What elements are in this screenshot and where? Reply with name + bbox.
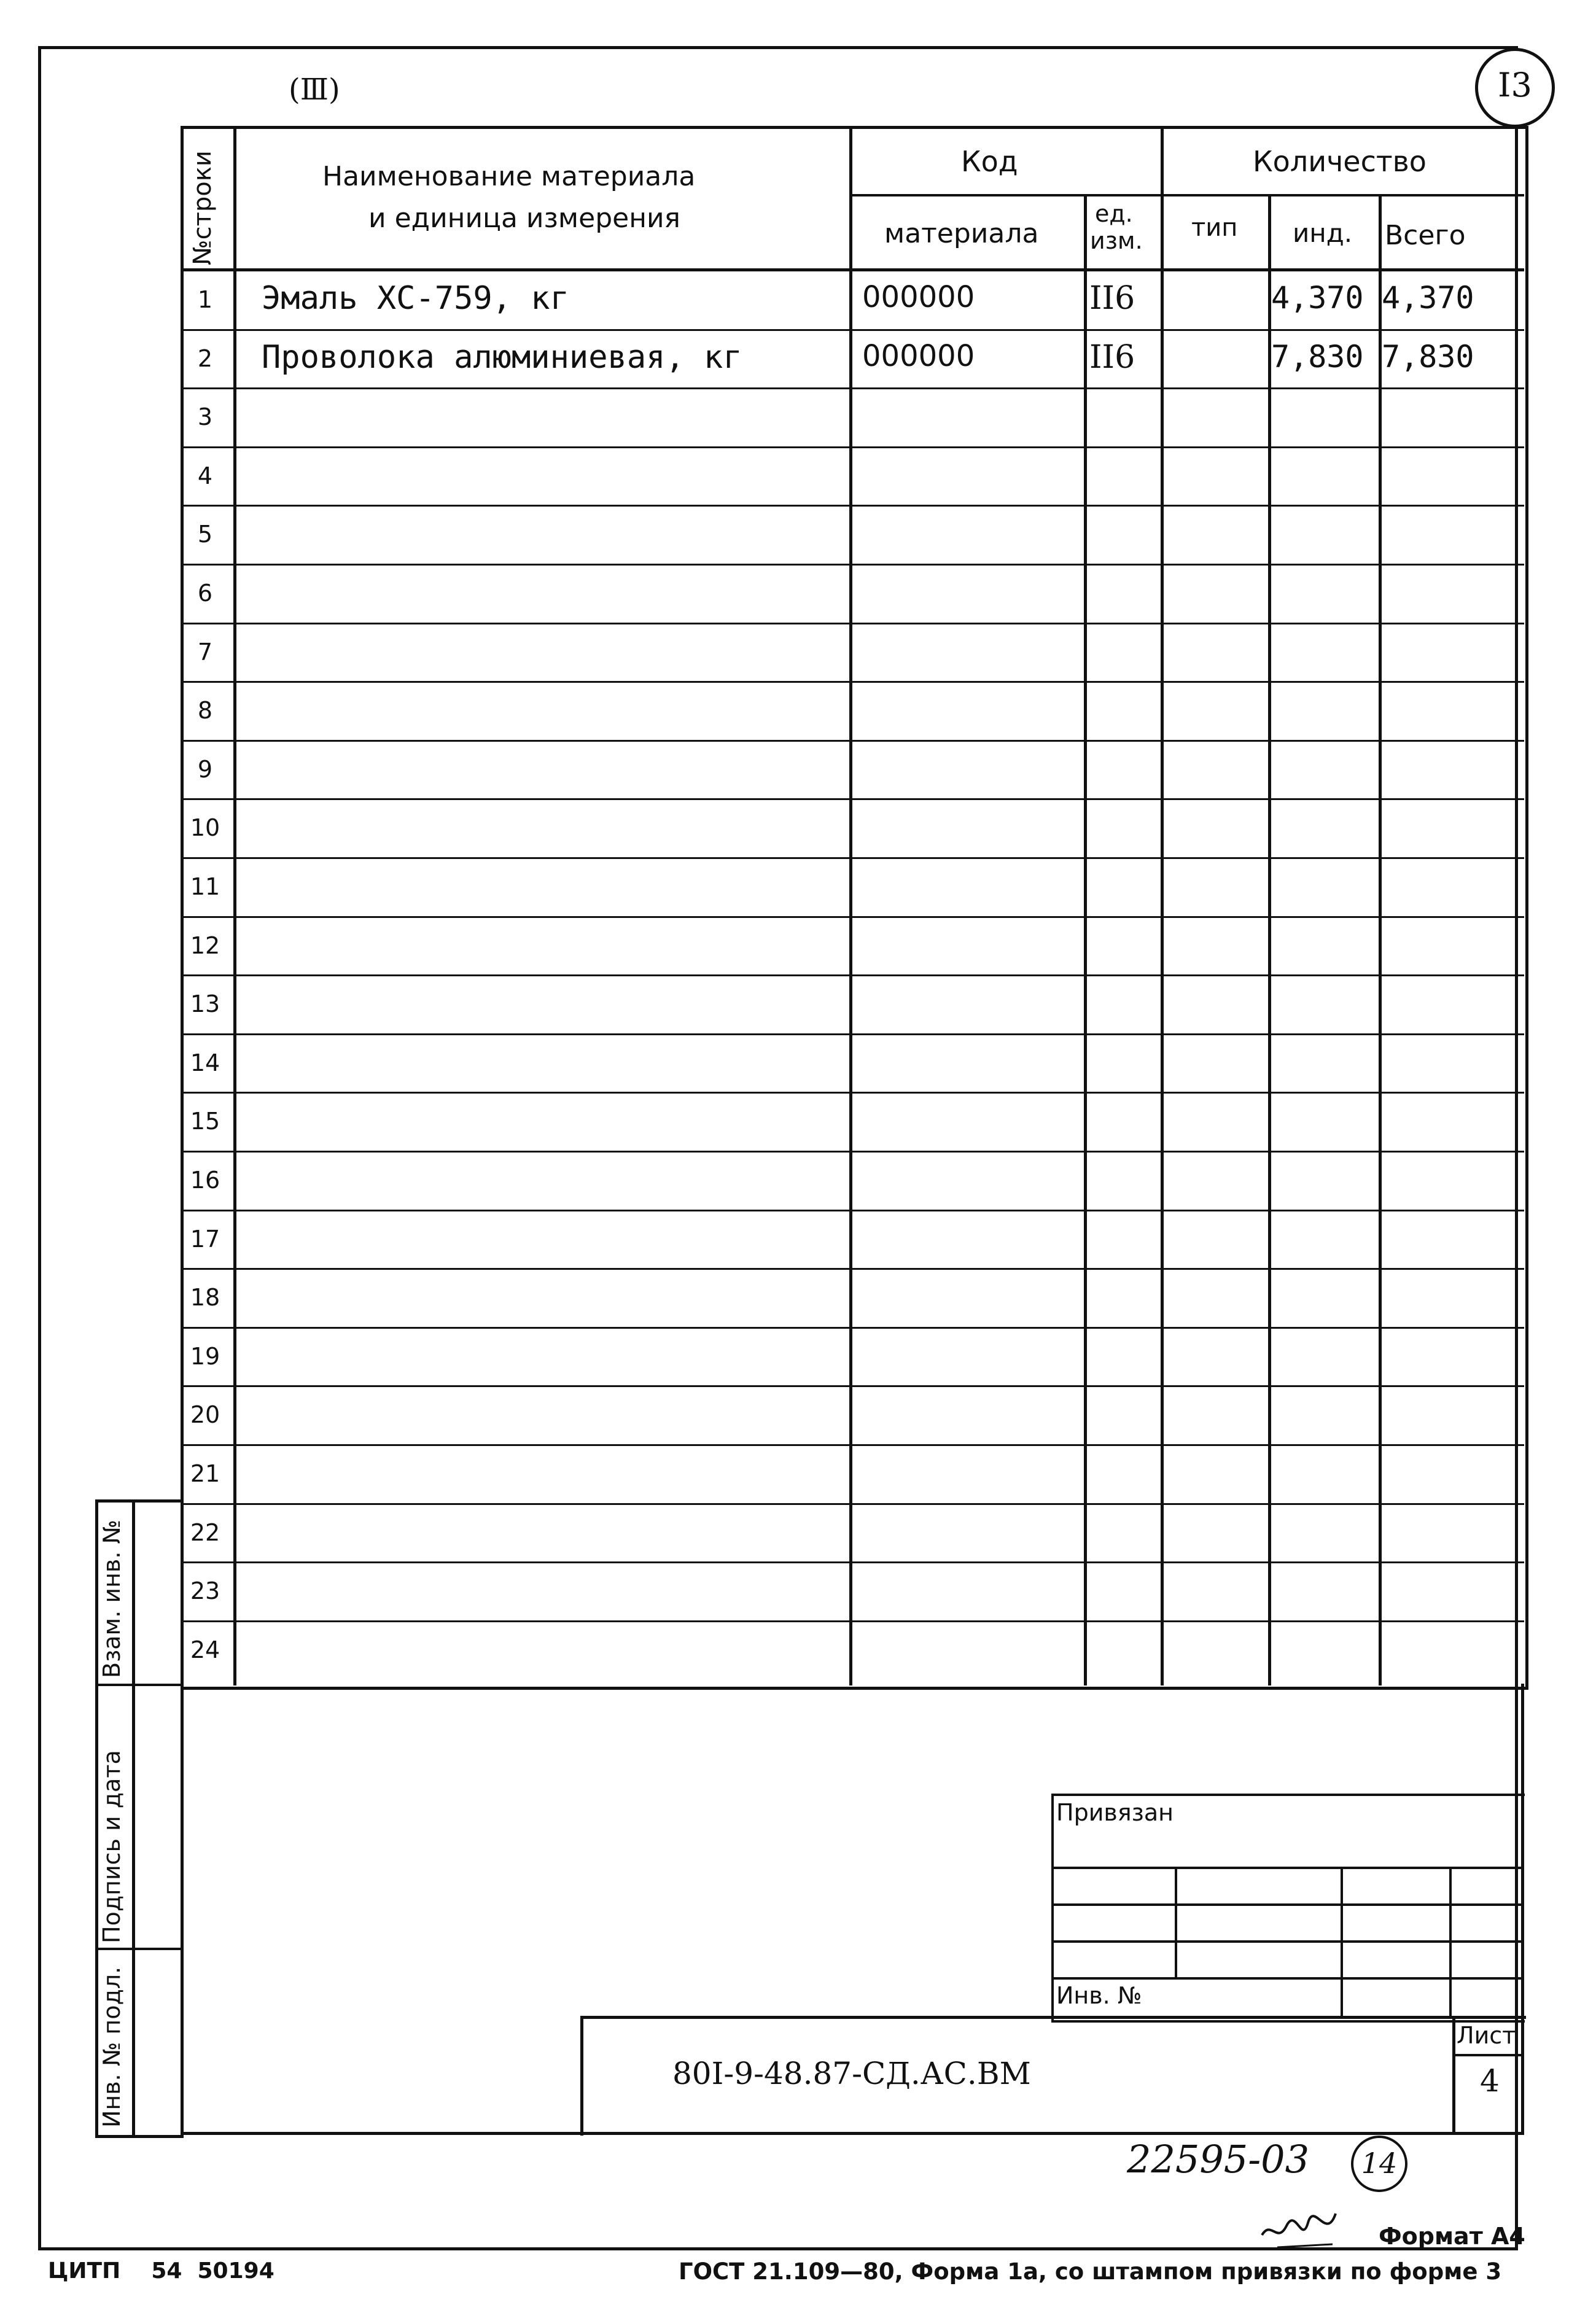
- table-row: [181, 624, 1524, 682]
- signature-scribble: [1259, 2207, 1339, 2257]
- header-subdivider: [849, 194, 1524, 196]
- row-ind: 4,370: [1271, 280, 1364, 316]
- row-number: 21: [190, 1460, 220, 1487]
- doc-stamp-divider: [1452, 2016, 1455, 2132]
- handwritten-number: 22595-03: [1127, 2137, 1310, 2182]
- footer-right: ГОСТ 21.109—80, Форма 1а, со штампом привязки по форме 3: [679, 2258, 1502, 2285]
- row-number: 2: [197, 345, 213, 372]
- table-row: [181, 799, 1524, 858]
- header-name-line1: Наименование материала: [322, 161, 696, 192]
- handwritten-circle-number: 14: [1361, 2147, 1398, 2180]
- table-row: [181, 858, 1524, 917]
- table-row: [181, 741, 1524, 799]
- row-number: 3: [197, 403, 213, 430]
- table-row: [181, 271, 1524, 330]
- table-row: [181, 1269, 1524, 1328]
- table-row: [181, 506, 1524, 565]
- row-number: 20: [190, 1401, 220, 1428]
- header-name-line2: и единица измерения: [368, 203, 681, 234]
- side-right-line: [181, 1499, 184, 2135]
- side-inner-line: [132, 1499, 135, 2135]
- row-total: 7,830: [1382, 339, 1474, 375]
- stamp-v1: [1175, 1867, 1177, 1977]
- row-ind: 7,830: [1271, 339, 1364, 375]
- side-inv-podl: Инв. № подл.: [98, 1966, 125, 2128]
- row-number: 19: [190, 1343, 220, 1370]
- header-code-unit-l1: ед.: [1095, 200, 1133, 227]
- row-name: Проволока алюминиевая, кг: [262, 339, 742, 376]
- table-row: [181, 330, 1524, 389]
- table-row: [181, 389, 1524, 448]
- row-number: 6: [197, 580, 213, 607]
- header-code-material: материала: [884, 218, 1039, 249]
- row-number: 17: [190, 1226, 220, 1253]
- header-code-unit-l2: изм.: [1090, 227, 1143, 254]
- side-vzam: Взам. инв. №: [98, 1519, 125, 1678]
- row-number: 9: [197, 756, 213, 783]
- footer-left: ЦИТП 54 50194: [48, 2258, 274, 2284]
- row-number: 5: [197, 521, 213, 548]
- header-row-no: №строки: [189, 150, 217, 265]
- inv-no-label: Инв. №: [1056, 1982, 1142, 2009]
- privyazan-label: Привязан: [1056, 1799, 1174, 1826]
- row-number: 4: [197, 462, 213, 489]
- row-unit: II6: [1089, 339, 1135, 376]
- table-row: [181, 448, 1524, 506]
- row-number: 7: [197, 639, 213, 666]
- row-code: 000000: [862, 339, 975, 373]
- row-number: 22: [190, 1519, 220, 1546]
- list-number: 4: [1480, 2063, 1500, 2099]
- row-number: 16: [190, 1167, 220, 1194]
- doc-code: 80I-9-48.87-СД.АС.ВМ: [672, 2056, 1031, 2091]
- page-circle: [1475, 48, 1555, 128]
- row-number: 15: [190, 1108, 220, 1135]
- side-div-1: [95, 1684, 181, 1686]
- table-row: [181, 1328, 1524, 1386]
- side-podpis: Подпись и дата: [98, 1750, 125, 1943]
- table-row: [181, 1504, 1524, 1563]
- row-number: 1: [197, 286, 213, 313]
- table-row: [181, 1152, 1524, 1211]
- row-number: 8: [197, 697, 213, 724]
- table-row: [181, 1622, 1524, 1680]
- header-qty-ind: инд.: [1293, 218, 1353, 248]
- row-number: 13: [190, 990, 220, 1017]
- table-row: [181, 1211, 1524, 1269]
- table-row: [181, 976, 1524, 1035]
- table-row: [181, 1093, 1524, 1152]
- side-div-2: [95, 1948, 181, 1950]
- footer-format: Формат А4: [1379, 2223, 1525, 2250]
- header-qty-type: тип: [1191, 214, 1238, 242]
- table-row: [181, 1035, 1524, 1093]
- row-number: 11: [190, 873, 220, 900]
- page-circle-number: I3: [1498, 66, 1532, 104]
- row-number: 14: [190, 1049, 220, 1076]
- row-code: 000000: [862, 280, 975, 314]
- table-row: [181, 682, 1524, 741]
- list-label: Лист: [1457, 2022, 1516, 2049]
- row-number: 12: [190, 932, 220, 959]
- header-qty-total: Всего: [1385, 220, 1466, 251]
- table-row: [181, 1563, 1524, 1622]
- header-code: Код: [961, 145, 1018, 178]
- row-name: Эмаль ХС-759, кг: [262, 280, 569, 317]
- table-row: [181, 565, 1524, 624]
- row-total: 4,370: [1382, 280, 1474, 316]
- row-number: 23: [190, 1577, 220, 1604]
- table-row: [181, 1386, 1524, 1445]
- header-qty: Количество: [1253, 145, 1427, 178]
- stamp-v2: [1341, 1867, 1343, 2017]
- row-number: 24: [190, 1636, 220, 1663]
- corner-label: (Ⅲ): [289, 72, 340, 107]
- handwritten-circle: [1351, 2136, 1407, 2192]
- row-number: 18: [190, 1284, 220, 1311]
- row-number: 10: [190, 814, 220, 841]
- table-row: [181, 917, 1524, 976]
- list-divider: [1452, 2054, 1523, 2056]
- table-row: [181, 1445, 1524, 1504]
- row-unit: II6: [1089, 280, 1135, 317]
- stamp-v3: [1449, 1867, 1452, 2017]
